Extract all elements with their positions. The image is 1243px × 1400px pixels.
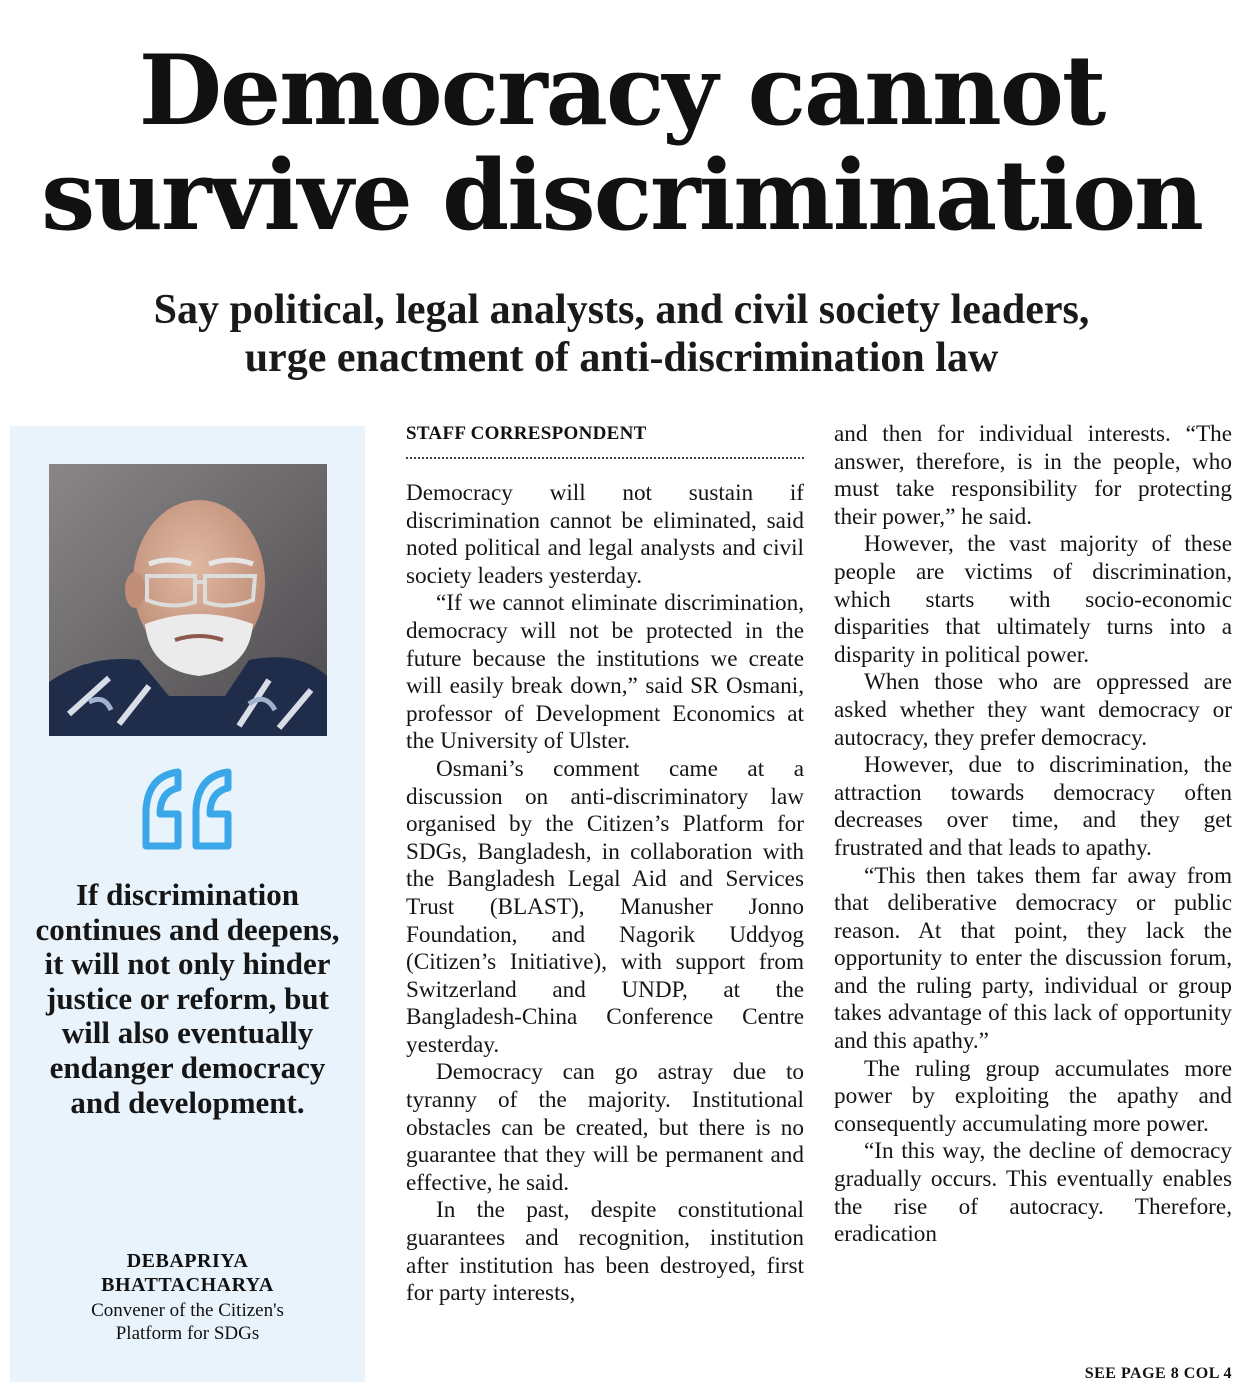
article-column-3 <box>834 421 1232 1249</box>
subheadline <box>0 286 1243 382</box>
paragraph: “This then takes them far away from that deliberative democracy or public reason. At that point, they lack the opportunity to enter the discussion forum, and the ruling party, individual or group takes advantage of this lack of opportunity and this apathy.” <box>834 862 1232 1055</box>
article-column-2 <box>406 480 804 1308</box>
speaker-portrait <box>49 464 327 736</box>
pull-quote-text: If discrimination continues and deepens, it will not only hinder justice or reform, but will also eventually endanger democracy and development. <box>35 877 340 1120</box>
speaker-role-line-2: Platform for SDGs <box>115 1323 260 1344</box>
headline-line-2: survive discrimination <box>41 139 1202 252</box>
byline-divider <box>406 457 804 459</box>
subheadline-line-2: urge enactment of anti-discrimination law <box>244 335 999 381</box>
subheadline-line-1: Say political, legal analysts, and civil society leaders, <box>153 287 1090 333</box>
headline <box>0 34 1243 252</box>
paragraph: “If we cannot eliminate discrimination, democracy will not be protected in the future because the institutions we create will easily break down,” said SR Osmani, professor of Development Economics at the University of Ulster. <box>406 590 804 755</box>
paragraph: Democracy will not sustain if discrimination cannot be eliminated, said noted political and legal analysts and civil society leaders yesterday. <box>406 480 804 589</box>
pull-quote-sidebar <box>10 426 365 1382</box>
speaker-role-line-1: Convener of the Citizen's <box>91 1300 284 1321</box>
byline: STAFF CORRESPONDENT <box>406 423 647 444</box>
quote-speaker-role <box>30 1299 345 1345</box>
speaker-name-line-1: DEBAPRIYA <box>126 1250 249 1272</box>
paragraph: Democracy can go astray due to tyranny of the majority. Institutional obstacles can be created, but there is no guarantee that they will be permanent and effective, he said. <box>406 1059 804 1196</box>
paragraph: When those who are oppressed are asked whether they want democracy or autocracy, they prefer democracy. <box>834 669 1232 751</box>
paragraph: However, the vast majority of these people are victims of discrimination, which starts with socio-economic disparities that ultimately turns into a disparity in political power. <box>834 531 1232 668</box>
paragraph: Osmani’s comment came at a discussion on anti-discriminatory law organised by the Citizen’s Platform for SDGs, Bangladesh, in collaboration with the Bangladesh Legal Aid and Services Trust (BLAST), Manusher Jonno Foundation, and Nagorik Uddyog (Citizen’s Initiative), with support from Switzerland and UNDP, at the Bangladesh-China Conference Centre yesterday. <box>406 755 804 1058</box>
paragraph: In the past, despite constitutional guarantees and recognition, institution after institution has been destroyed, first for party interests, <box>406 1197 804 1307</box>
paragraph: “In this way, the decline of democracy gradually occurs. This eventually enables the rise of autocracy. Therefore, eradication <box>834 1138 1232 1248</box>
quote-speaker-name <box>30 1249 345 1297</box>
quotation-mark-icon <box>138 766 238 854</box>
paragraph: The ruling group accumulates more power by exploiting the apathy and consequently accumulating more power. <box>834 1055 1232 1137</box>
portrait-illustration <box>49 464 327 736</box>
paragraph: and then for individual interests. “The answer, therefore, is in the people, who must take responsibility for protecting their power,” he said. <box>834 421 1232 530</box>
speaker-name-line-2: BHATTACHARYA <box>101 1274 274 1296</box>
headline-line-1: Democracy cannot <box>138 34 1105 147</box>
paragraph: However, due to discrimination, the attraction towards democracy often decreases over time, and they get frustrated and that leads to apathy. <box>834 752 1232 861</box>
continued-on-page-link[interactable]: SEE PAGE 8 COL 4 <box>1084 1365 1232 1382</box>
